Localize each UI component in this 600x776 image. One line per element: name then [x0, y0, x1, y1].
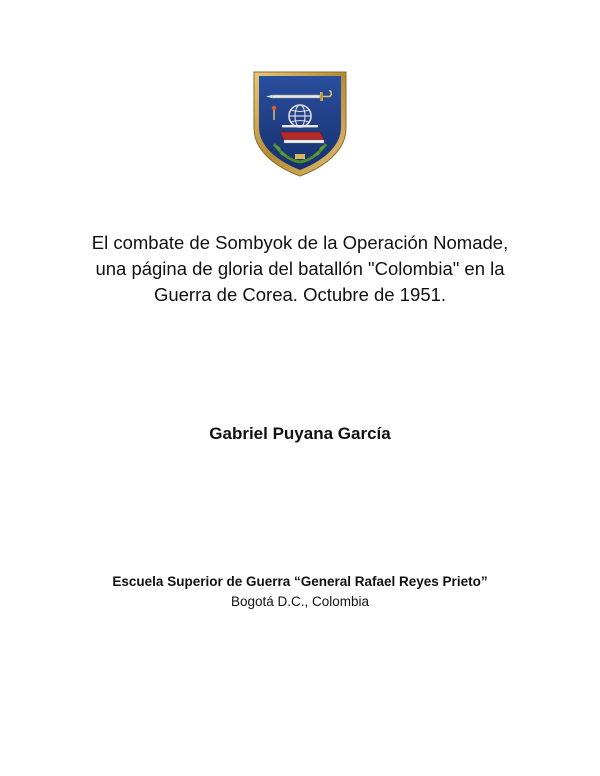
institution-name: Escuela Superior de Guerra “General Rafael Reyes Prieto” [112, 574, 488, 589]
title-line: Guerra de Corea. Octubre de 1951. [153, 284, 447, 305]
title-line: una página de gloria del batallón "Colombia" en la [95, 258, 505, 279]
document-title [60, 230, 540, 308]
city-location: Bogotá D.C., Colombia [230, 594, 370, 609]
title-line: El combate de Sombyok de la Operación Nomade, [91, 232, 509, 253]
shield-emblem-icon [252, 70, 348, 178]
author-name: Gabriel Puyana García [209, 424, 391, 443]
